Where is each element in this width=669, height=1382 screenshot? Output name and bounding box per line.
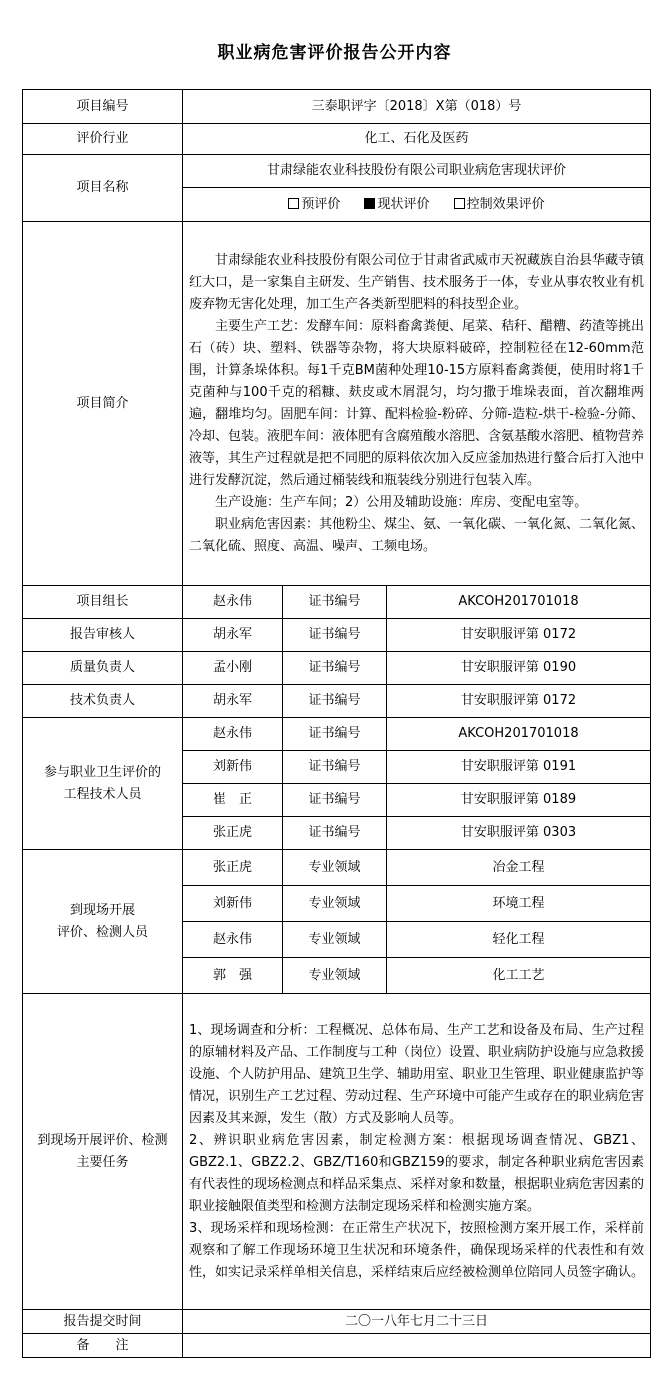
checkbox-unchecked-icon: [288, 198, 299, 209]
project-no-label: 项目编号: [23, 90, 183, 124]
task-item: 1、现场调查和分析：工程概况、总体布局、生产工艺和设备及布局、生产过程的原辅材料及产品、工作制度与工种（岗位）设置、职业病防护设施与应急救援设施、个人防护用品、建筑卫生学、辅助用室、职业卫生管理、职业健康监护等情况，识别生产工艺过程、劳动过程、生产环境中可能产生或存在的职业病危害因素及其来源，发生（散）方式及影响人员等。: [189, 1022, 645, 1126]
row-submit: [23, 1310, 651, 1334]
row-onsite: [23, 850, 651, 886]
onsite-field: 冶金工程: [387, 850, 651, 886]
project-no-value: 三泰职评字〔2018〕X第（018）号: [183, 90, 651, 124]
task-item: 3、现场采样和现场检测：在正常生产状况下，按照检测方案开展工作，采样前观察和了解工作现场环境卫生状况和环境条件，确保现场采样的代表性和有效性，如实记录采样单相关信息，采样结束后应经被检测单位陪同人员签字确认。: [189, 1220, 645, 1280]
cert-label: 证书编号: [283, 718, 387, 751]
row-remarks: [23, 1334, 651, 1358]
remarks-value: [183, 1334, 651, 1358]
field-label: 专业领域: [283, 922, 387, 958]
industry-value: 化工、石化及医药: [183, 124, 651, 155]
onsite-field: 化工工艺: [387, 958, 651, 994]
tech-name: 胡永军: [183, 685, 283, 718]
cert-label: 证书编号: [283, 619, 387, 652]
onsite-name: 赵永伟: [183, 922, 283, 958]
participant-name: 刘新伟: [183, 751, 283, 784]
participant-name: 崔 正: [183, 784, 283, 817]
intro-paragraph: 职业病危害因素：其他粉尘、煤尘、氨、一氧化碳、一氧化氮、二氧化氮、二氧化硫、照度、高温、噪声、工频电场。: [189, 516, 645, 554]
reviewer-label: 报告审核人: [23, 619, 183, 652]
quality-label: 质量负责人: [23, 652, 183, 685]
submit-value: 二〇一八年七月二十三日: [183, 1310, 651, 1334]
row-project-no: [23, 90, 651, 124]
onsite-name: 郭 强: [183, 958, 283, 994]
intro-paragraph: 甘肃绿能农业科技股份有限公司位于甘肃省武威市天祝藏族自治县华藏寺镇红大口，是一家集自主研发、生产销售、技术服务于一体，专业从事农牧业有机废弃物无害化处理，加工生产各类新型肥料的科技型企业。: [189, 252, 645, 312]
leader-name: 赵永伟: [183, 586, 283, 619]
project-name-label: 项目名称: [23, 155, 183, 222]
field-label: 专业领域: [283, 850, 387, 886]
cert-label: 证书编号: [283, 817, 387, 850]
intro-paragraph: 主要生产工艺：发酵车间：原料畜禽粪便、尾菜、秸秆、醋糟、药渣等挑出石（砖）块、塑料、铁器等杂物，将大块原料破碎，控制粒径在12-60mm范围，计算条垛体积。每1千克BM菌种处理10-15方原料畜禽粪便，使用时将1千克菌种与100千克的稻糠、麸皮或木屑混匀，均匀撒于堆垛表面，首次翻堆两遍，翻堆均匀。固肥车间：计算、配料检验-粉碎、分筛-造粒-烘干-检验-分筛、冷却、包装。液肥车间：液体肥有含腐殖酸水溶肥、含氨基酸水溶肥、植物营养液等，其生产过程就是把不同肥的原料依次加入反应釜加热进行螯合后打入池中进行发酵沉淀，然后通过桶装线和瓶装线分别进行包装入库。: [189, 318, 645, 488]
field-label: 专业领域: [283, 958, 387, 994]
tech-cert: 甘安职服评第 0172: [387, 685, 651, 718]
tech-label: 技术负责人: [23, 685, 183, 718]
participant-name: 张正虎: [183, 817, 283, 850]
intro-paragraph: 生产设施：生产车间；2）公用及辅助设施：库房、变配电室等。: [215, 494, 588, 510]
reviewer-cert: 甘安职服评第 0172: [387, 619, 651, 652]
cert-label: 证书编号: [283, 784, 387, 817]
participant-cert: 甘安职服评第 0189: [387, 784, 651, 817]
participant-cert: 甘安职服评第 0303: [387, 817, 651, 850]
row-project-name: [23, 155, 651, 188]
cert-label: 证书编号: [283, 652, 387, 685]
row-reviewer: [23, 619, 651, 652]
cert-label: 证书编号: [283, 751, 387, 784]
row-intro: [23, 222, 651, 586]
row-tech: [23, 685, 651, 718]
eval-type-current: 现状评价: [364, 197, 429, 212]
intro-label: 项目简介: [23, 222, 183, 586]
page-title: 职业病危害评价报告公开内容: [217, 43, 452, 63]
checkbox-unchecked-icon: [454, 198, 465, 209]
row-industry: [23, 124, 651, 155]
onsite-field: 环境工程: [387, 886, 651, 922]
tasks-text: [183, 994, 651, 1310]
cert-label: 证书编号: [283, 685, 387, 718]
eval-type-pre: 预评价: [288, 197, 340, 212]
onsite-name: 刘新伟: [183, 886, 283, 922]
participant-cert: 甘安职服评第 0191: [387, 751, 651, 784]
row-quality: [23, 652, 651, 685]
reviewer-name: 胡永军: [183, 619, 283, 652]
eval-type-options: [183, 188, 651, 222]
onsite-name: 张正虎: [183, 850, 283, 886]
row-participant: [23, 718, 651, 751]
remarks-label: 备 注: [23, 1334, 183, 1358]
field-label: 专业领域: [283, 886, 387, 922]
tasks-label: 到现场开展评价、检测 主要任务: [23, 994, 183, 1310]
project-name-value: 甘肃绿能农业科技股份有限公司职业病危害现状评价: [183, 155, 651, 188]
industry-label: 评价行业: [23, 124, 183, 155]
participant-cert: AKCOH201701018: [387, 718, 651, 751]
leader-label: 项目组长: [23, 586, 183, 619]
row-leader: [23, 586, 651, 619]
intro-text: [183, 222, 651, 586]
quality-cert: 甘安职服评第 0190: [387, 652, 651, 685]
row-tasks: [23, 994, 651, 1310]
eval-type-control: 控制效果评价: [454, 197, 545, 212]
onsite-field: 轻化工程: [387, 922, 651, 958]
submit-label: 报告提交时间: [23, 1310, 183, 1334]
quality-name: 孟小刚: [183, 652, 283, 685]
checkbox-checked-icon: [364, 198, 375, 209]
participants-label: 参与职业卫生评价的 工程技术人员: [23, 718, 183, 850]
leader-cert: AKCOH201701018: [387, 586, 651, 619]
cert-label: 证书编号: [283, 586, 387, 619]
task-item: 2、辨识职业病危害因素，制定检测方案：根据现场调查情况、GBZ1、GBZ2.1、GBZ2.2、GBZ/T160和GBZ159的要求，制定各种职业病危害因素有代表性的现场检测点和样品采集点、采样对象和数量，根据职业病危害因素的职业接触限值类型和检测方法制定现场采样和检测实施方案。: [189, 1132, 645, 1214]
onsite-label: 到现场开展 评价、检测人员: [23, 850, 183, 994]
disclosure-table: [22, 89, 651, 1358]
participant-name: 赵永伟: [183, 718, 283, 751]
